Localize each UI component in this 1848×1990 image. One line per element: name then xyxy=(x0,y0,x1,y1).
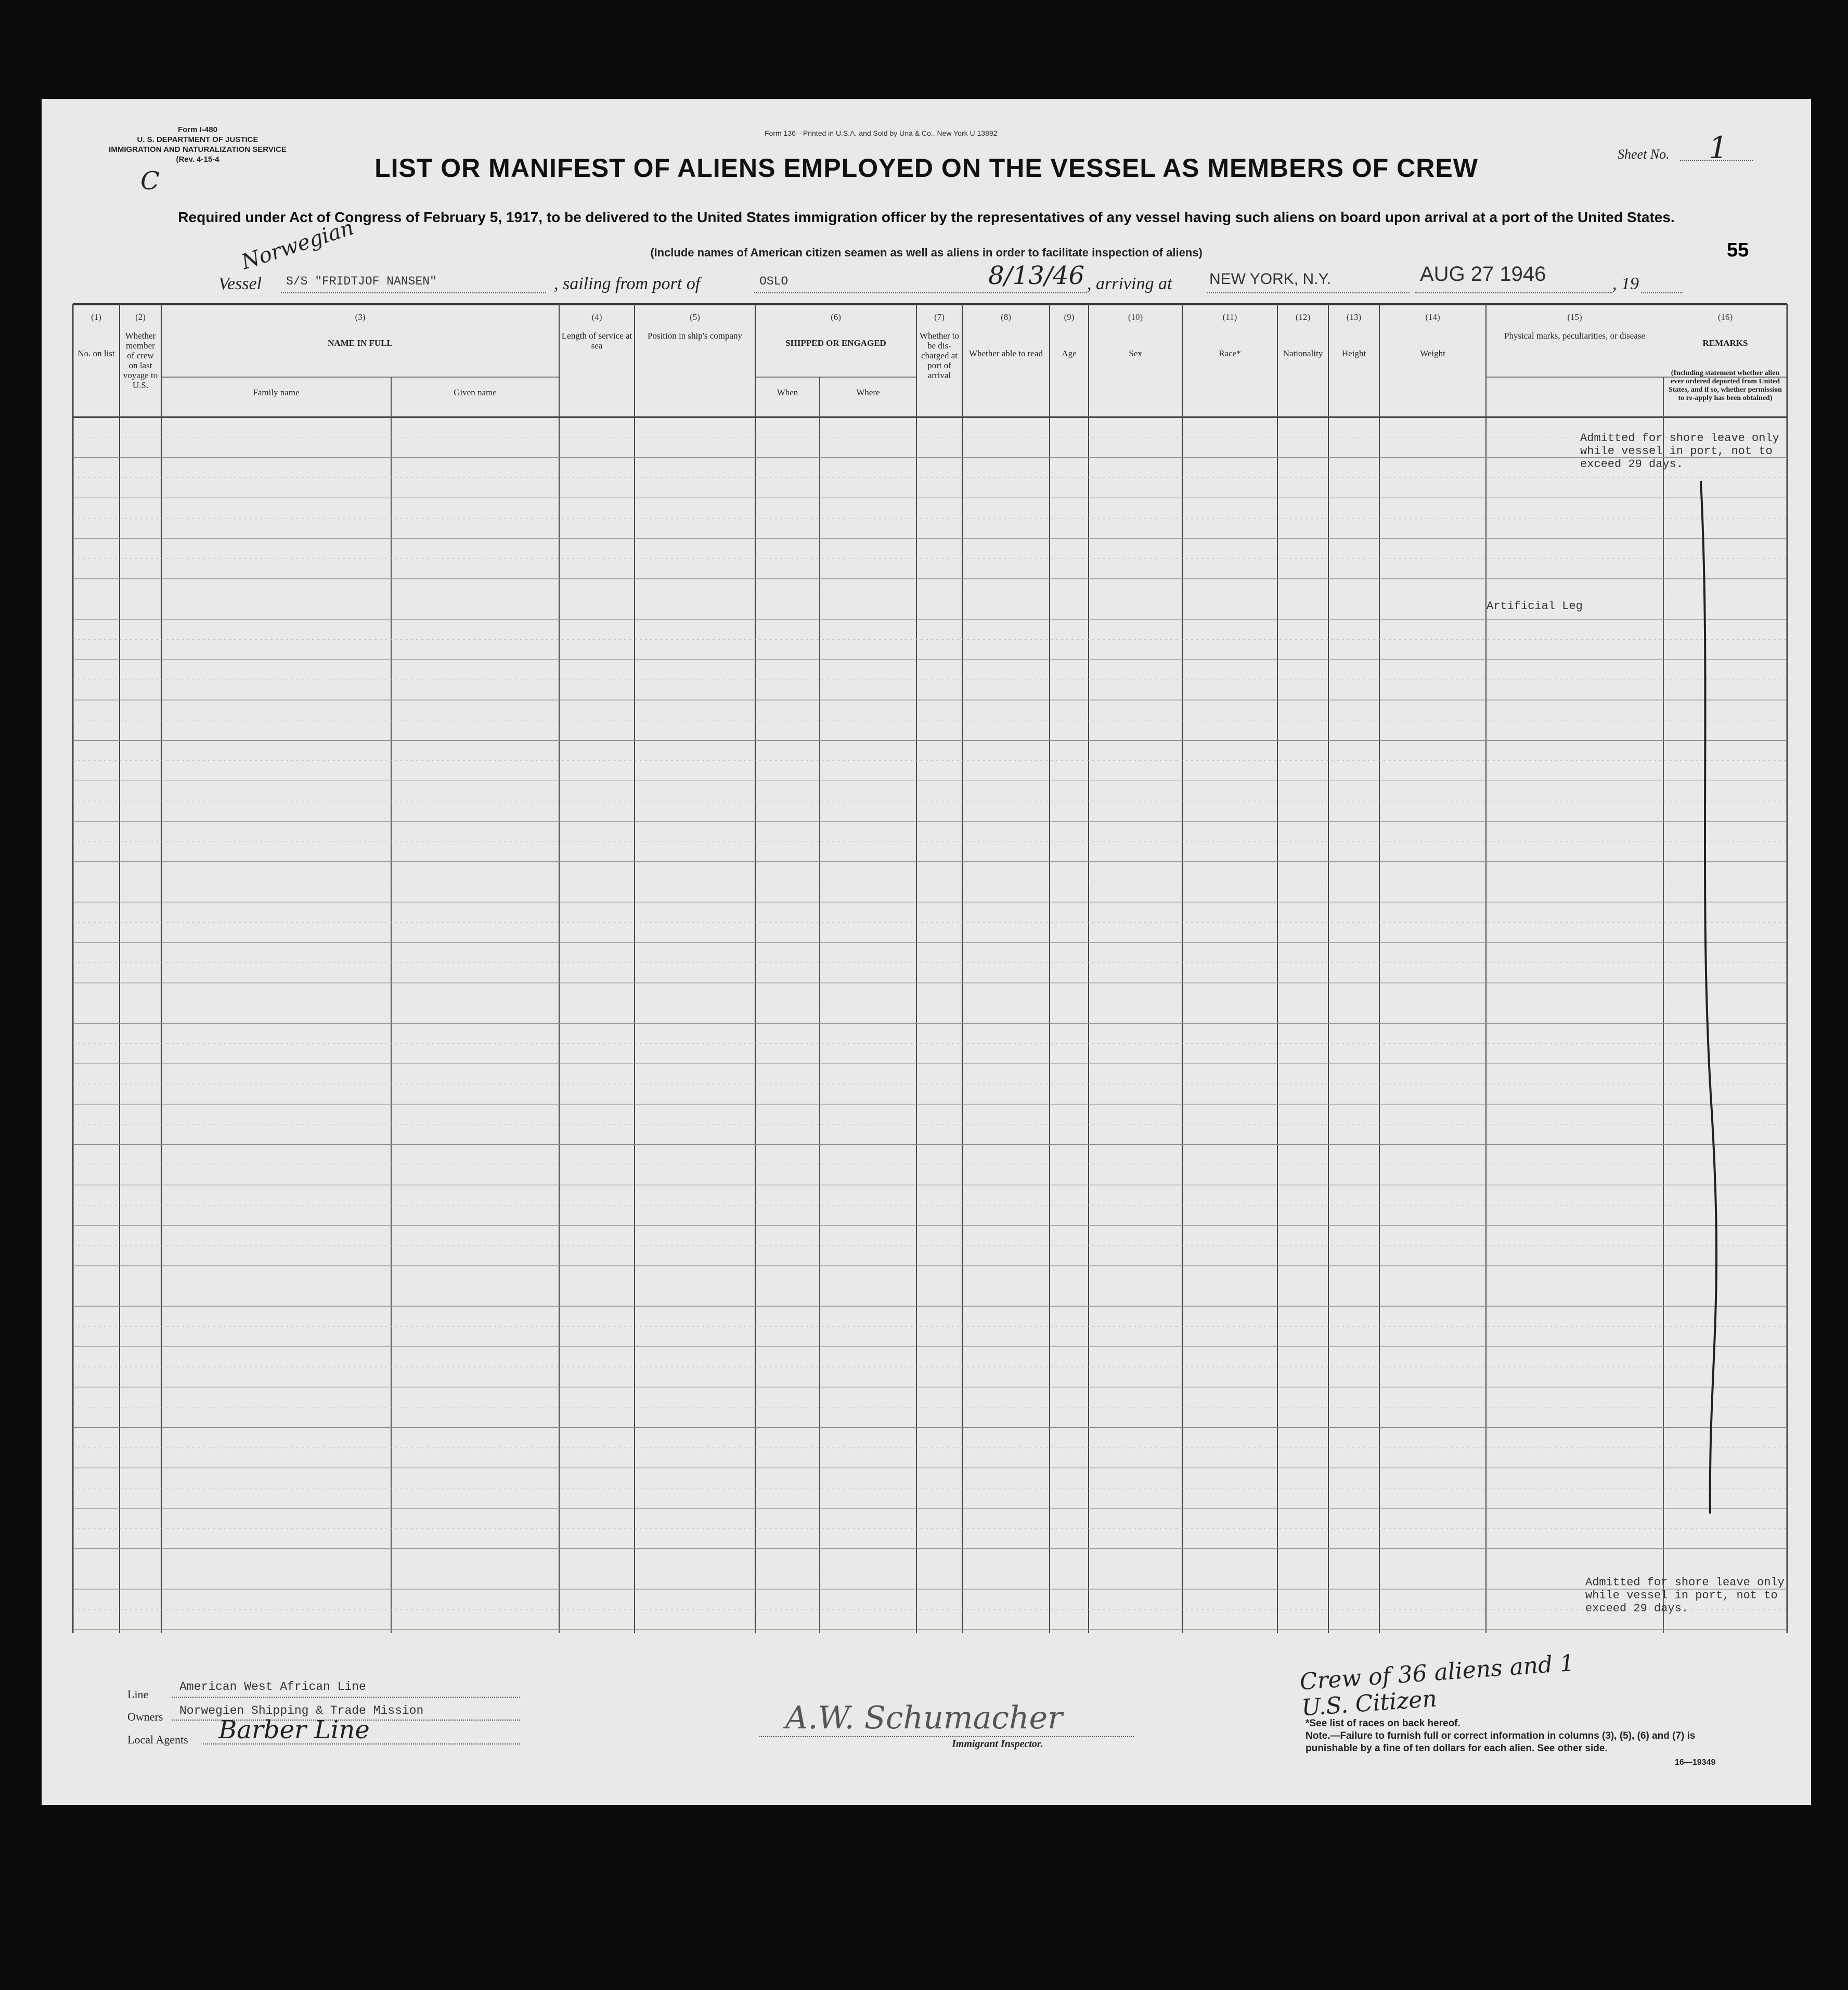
sailing-label: , sailing from port of xyxy=(554,274,701,293)
column-header-label: Sex xyxy=(1129,348,1142,358)
column-header-label: Physical marks, peculiarities, or disease xyxy=(1504,331,1645,341)
inspector-bracket-line xyxy=(1696,479,1727,1519)
line-underline xyxy=(172,1697,520,1698)
nationality-handwritten: Norwegian xyxy=(238,215,357,275)
owners-value: Norwegien Shipping & Trade Mission xyxy=(179,1704,424,1717)
local-agents-handwritten: Barber Line xyxy=(218,1715,370,1745)
service-name: IMMIGRATION AND NATURALIZATION SERVICE xyxy=(109,145,287,154)
page-number: 55 xyxy=(1727,239,1749,261)
column-header-label: Length of service at sea xyxy=(561,331,632,351)
local-agents-label: Local Agents xyxy=(127,1733,188,1746)
column-header-label: Age xyxy=(1062,348,1077,358)
arrival-date: AUG 27 1946 xyxy=(1420,263,1546,286)
column-subheader: Given name xyxy=(454,387,497,397)
vessel-name: S/S "FRIDTJOF NANSEN" xyxy=(286,275,437,288)
column-number: (10) xyxy=(1128,312,1143,322)
include-note: (Include names of American citizen seamen as well as aliens in order to facilitate inspection of aliens) xyxy=(650,246,1203,259)
column-number: (11) xyxy=(1222,312,1237,322)
column-number: (8) xyxy=(1001,312,1011,322)
form-code: 16—19349 xyxy=(1675,1758,1716,1767)
sailing-date-handwritten: 8/13/46 xyxy=(988,261,1085,290)
penalty-note: Note.—Failure to furnish full or correct information in columns (3), (5), (6) and (7) is punishable by a fine of ten dollars for each alien. See other side. xyxy=(1306,1730,1696,1754)
agents-underline xyxy=(203,1743,520,1745)
column-number: (14) xyxy=(1425,312,1440,322)
column-number: (6) xyxy=(831,312,841,322)
column-header-label: Weight xyxy=(1420,348,1445,358)
inspector-admitted-note-1: Admitted for shore leave only while vessel in port, not to exceed 29 days. xyxy=(1580,432,1779,471)
column-subheader: When xyxy=(777,387,798,397)
column-number: (9) xyxy=(1064,312,1075,322)
column-number: (2) xyxy=(135,312,146,322)
department-name: U. S. DEPARTMENT OF JUSTICE xyxy=(137,135,259,144)
line-value: American West African Line xyxy=(179,1680,366,1694)
owners-label: Owners xyxy=(127,1710,163,1723)
column-header-label: NAME IN FULL xyxy=(328,338,393,348)
sheet-label: Sheet No. xyxy=(1618,147,1670,162)
inspector-signature: A.W. Schumacher xyxy=(785,1700,1063,1736)
column-header-label: No. on list xyxy=(77,348,115,358)
inspector-admitted-note-2: Admitted for shore leave only while vessel in port, not to exceed 29 days. xyxy=(1585,1576,1785,1615)
column-header-label: SHIPPED OR ENGAGED xyxy=(785,338,886,348)
races-note: *See list of races on back hereof. xyxy=(1306,1718,1461,1729)
column-number: (4) xyxy=(591,312,602,322)
revision: (Rev. 4-15-4 xyxy=(176,155,219,164)
year-label: , 19 xyxy=(1612,274,1639,293)
sailing-port: OSLO xyxy=(759,275,789,288)
column-number: (5) xyxy=(690,312,700,322)
column-header-label: Race* xyxy=(1219,348,1241,358)
manifest-sheet xyxy=(42,99,1811,1805)
column-number: (7) xyxy=(934,312,945,322)
column-header-label: Whether able to read xyxy=(968,348,1043,358)
vessel-label: Vessel xyxy=(218,274,262,293)
arrival-port: NEW YORK, N.Y. xyxy=(1209,270,1331,288)
column-header-label: Whether member of crew on last voyage to U.S. xyxy=(123,331,158,390)
column-number: (15) xyxy=(1567,312,1582,322)
form-number: Form I-480 xyxy=(178,125,217,134)
printer-line: Form 136—Printed in U.S.A. and Sold by Una & Co., New York U 13892 xyxy=(765,129,998,137)
column-number: (16) xyxy=(1717,312,1733,322)
column-number: (13) xyxy=(1346,312,1362,322)
column-header-label: Height xyxy=(1341,348,1366,358)
column-number: (1) xyxy=(91,312,101,322)
arriving-label: , arriving at xyxy=(1087,274,1172,293)
signature-line xyxy=(759,1736,1134,1737)
document-title: LIST OR MANIFEST OF ALIENS EMPLOYED ON THE VESSEL AS MEMBERS OF CREW xyxy=(374,153,1478,183)
line-label: Line xyxy=(127,1688,149,1701)
column-subheader: Family name xyxy=(253,387,300,397)
column-header-label: REMARKS xyxy=(1702,338,1748,348)
column-header-label: Position in ship's company xyxy=(647,331,743,341)
sheet-number: 1 xyxy=(1709,130,1728,165)
column-subheader: (Including statement whether alien ever ordered deported from United States, and if so, whether permission to re-apply has been obtained) xyxy=(1669,369,1782,402)
column-header-label: Nationality xyxy=(1283,348,1323,358)
corner-mark: C xyxy=(140,166,160,196)
remark-artificial-leg: Artificial Leg xyxy=(1487,600,1583,613)
inspector-label: Immigrant Inspector. xyxy=(952,1738,1043,1750)
column-subheader: Where xyxy=(856,387,880,397)
requirement-text: Required under Act of Congress of February 5, 1917, to be delivered to the United States immigration officer by the representatives of any vessel having such aliens on board upon arrival at a port of the United States. xyxy=(178,209,1675,225)
crew-count-handwritten: Crew of 36 aliens and 1 U.S. Citizen xyxy=(1299,1649,1575,1722)
column-number: (12) xyxy=(1295,312,1311,322)
column-header-label: Whether to be dis-charged at port of arrival xyxy=(920,331,959,380)
manifest-table-grid xyxy=(42,99,1811,1633)
column-number: (3) xyxy=(355,312,366,322)
